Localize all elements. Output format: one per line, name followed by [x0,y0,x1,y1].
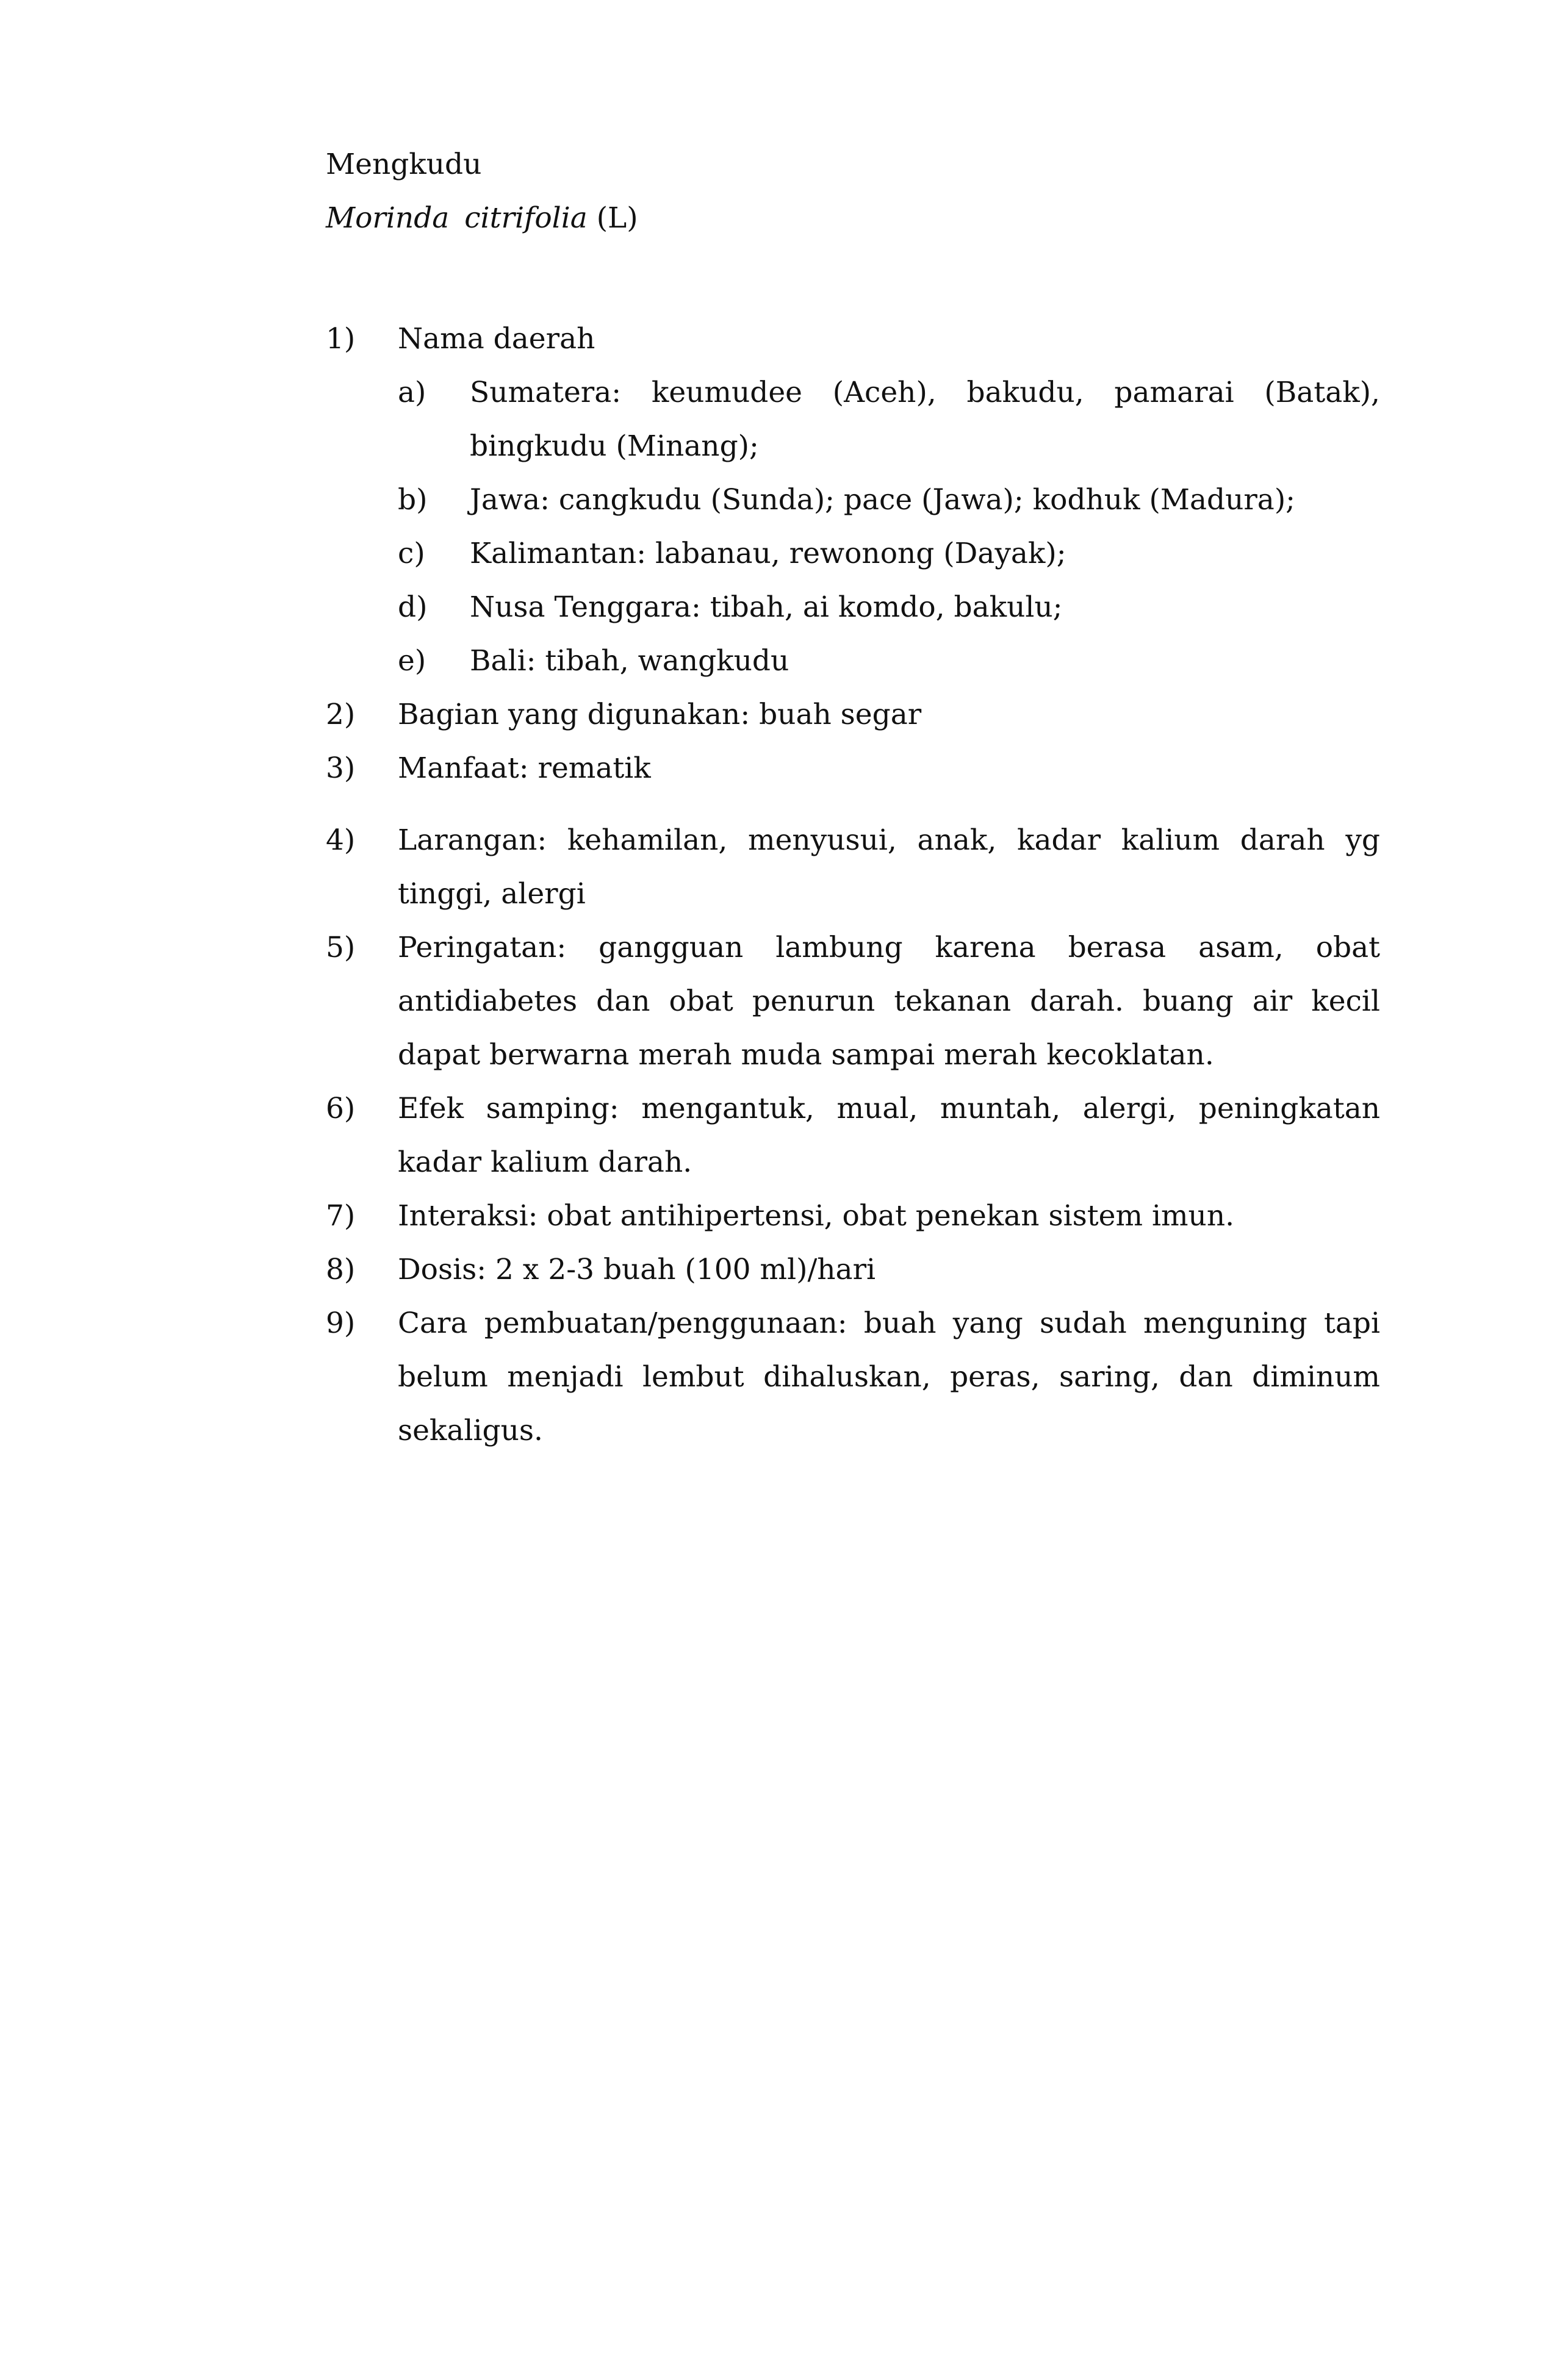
plant-scientific-name [326,192,1380,245]
document-content [326,138,1380,1458]
sublist-item [398,527,1380,581]
item-number: 3) [326,751,356,785]
subitem-text: Sumatera: keumudee (Aceh), bakudu, pamarai (Batak), bingkudu (Minang); [470,376,1380,463]
regional-names-list [398,366,1380,688]
sublist-item [398,581,1380,634]
item-number: 6) [326,1092,356,1125]
list-item-bagian [326,688,1380,742]
item-number: 4) [326,823,356,857]
item-text: Larangan: kehamilan, menyusui, anak, kadar kalium darah yg tinggi, alergi [398,823,1380,911]
item-text: Efek samping: mengantuk, mual, muntah, alergi, peningkatan kadar kalium darah. [398,1092,1380,1179]
subitem-text: Nusa Tenggara: tibah, ai komdo, bakulu; [470,590,1063,624]
subitem-letter: c) [398,537,425,570]
item-text: Peringatan: gangguan lambung karena berasa asam, obat antidiabetes dan obat penurun tekanan darah. buang air kecil dapat berwarna merah muda sampai merah kecoklatan. [398,931,1380,1072]
list-item-nama-daerah [326,312,1380,688]
list-item-dosis [326,1243,1380,1297]
subitem-text: Jawa: cangkudu (Sunda); pace (Jawa); kodhuk (Madura); [470,483,1295,517]
subitem-letter: b) [398,483,428,517]
subitem-letter: d) [398,590,428,624]
sublist-item [398,473,1380,527]
subitem-letter: a) [398,376,426,409]
item-text: Bagian yang digunakan: buah segar [398,698,922,731]
list-item-efek-samping [326,1082,1380,1189]
item-text: Cara pembuatan/penggunaan: buah yang sudah menguning tapi belum menjadi lembut dihaluskan, peras, saring, dan diminum sekaligus. [398,1306,1380,1447]
list-item-cara-pembuatan [326,1297,1380,1458]
subitem-text: Kalimantan: labanau, rewonong (Dayak); [470,537,1066,570]
item-text: Nama daerah [398,322,595,356]
list-item-manfaat [326,742,1380,795]
sublist-item [398,634,1380,688]
latin-name: Morinda citrifolia [326,201,588,235]
list-item-interaksi [326,1189,1380,1243]
subitem-text: Bali: tibah, wangkudu [470,644,789,678]
author-abbreviation: (L) [596,201,638,235]
sublist-item [398,366,1380,473]
item-number: 8) [326,1253,356,1286]
item-number: 5) [326,931,356,964]
item-number: 7) [326,1199,356,1233]
item-text: Dosis: 2 x 2-3 buah (100 ml)/hari [398,1253,876,1286]
list-item-larangan [326,814,1380,921]
monograph-list [326,312,1380,1458]
item-text: Manfaat: rematik [398,751,651,785]
item-text: Interaksi: obat antihipertensi, obat penekan sistem imun. [398,1199,1235,1233]
item-number: 9) [326,1306,356,1340]
item-number: 2) [326,698,356,731]
subitem-letter: e) [398,644,426,678]
plant-common-name: Mengkudu [326,148,482,181]
list-item-peringatan [326,921,1380,1082]
item-number: 1) [326,322,356,356]
